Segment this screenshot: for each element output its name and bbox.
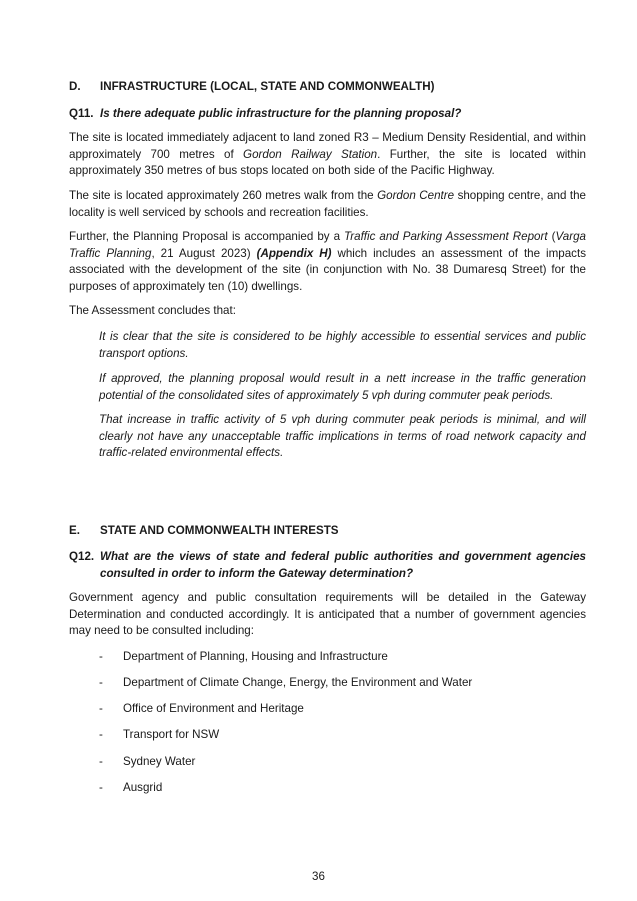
para3-text-a: Further, the Planning Proposal is accompanied by a bbox=[69, 230, 345, 243]
section-e-heading bbox=[69, 523, 339, 539]
bullet-dash: - bbox=[99, 650, 103, 663]
para2-text-c: shopping centre, and the locality is well serviced by schools and recreation facilities. bbox=[69, 189, 586, 219]
para3-author: Varga Traffic Planning bbox=[69, 230, 586, 260]
paragraph-traffic-report bbox=[69, 229, 586, 295]
quote-traffic-increase: If approved, the planning proposal would result in a nett increase in the traffic generation potential of the consolidated sites of approximately 5 vph during commuter peak periods. bbox=[99, 372, 586, 402]
bullet-dash: - bbox=[99, 728, 103, 741]
section-d-title: INFRASTRUCTURE (LOCAL, STATE AND COMMONWEALTH) bbox=[100, 80, 435, 93]
agency-name: Department of Planning, Housing and Infrastructure bbox=[123, 650, 388, 663]
agency-name: Department of Climate Change, Energy, the Environment and Water bbox=[123, 676, 473, 689]
agency-name: Sydney Water bbox=[123, 755, 196, 768]
bullet-dash: - bbox=[99, 676, 103, 689]
q11-number: Q11. bbox=[69, 107, 94, 120]
paragraph-site-location bbox=[69, 130, 586, 180]
question-q12 bbox=[69, 549, 586, 582]
agency-name: Office of Environment and Heritage bbox=[123, 702, 304, 715]
para3-text-c: ( bbox=[547, 230, 556, 243]
section-d-number: D. bbox=[69, 80, 81, 93]
paragraph-consultation: Government agency and public consultation requirements will be detailed in the Gateway Determination and conducted accordingly. It is anticipated that a number of government agencies may need to be consulted including: bbox=[69, 591, 586, 637]
section-e-number: E. bbox=[69, 524, 80, 537]
list-item bbox=[99, 780, 162, 796]
agency-name: Transport for NSW bbox=[123, 728, 220, 741]
section-e-title: STATE AND COMMONWEALTH INTERESTS bbox=[100, 524, 339, 537]
page-number: 36 bbox=[312, 870, 325, 883]
bullet-dash: - bbox=[99, 702, 103, 715]
quote-traffic-impact: That increase in traffic activity of 5 vph during commuter peak periods is minimal, and will clearly not have any unacceptable traffic implications in terms of road network capacity and traffic-related environmental effects. bbox=[99, 413, 586, 459]
para2-centre-name: Gordon Centre bbox=[377, 189, 455, 202]
q12-text: What are the views of state and federal public authorities and government agencies consulted in order to inform the Gateway determination? bbox=[100, 550, 586, 580]
para1-text-a: The site is located immediately adjacent to land zoned R3 – Medium Density Residential, and within approximately 700 metres of bbox=[69, 131, 586, 161]
para3-text-g: which includes an assessment of the impacts associated with the development of the site (in conjunction with No. 38 Dumaresq Street) for the purposes of approximately ten (10) dwellings. bbox=[69, 246, 586, 293]
para3-text-e: , 21 August 2023) bbox=[151, 246, 257, 260]
bullet-dash: - bbox=[99, 781, 103, 794]
list-item bbox=[99, 675, 472, 691]
list-item bbox=[99, 701, 304, 717]
list-item bbox=[99, 754, 195, 770]
para3-appendix-ref: (Appendix H) bbox=[256, 246, 332, 260]
para1-text-c: . Further, the site is located within approximately 350 metres of bus stops located on both side of the Pacific Highway. bbox=[69, 147, 586, 177]
q12-number: Q12. bbox=[69, 550, 95, 563]
para2-text-a: The site is located approximately 260 metres walk from the bbox=[69, 189, 378, 202]
para3-report-title: Traffic and Parking Assessment Report bbox=[344, 230, 548, 243]
paragraph-assessment-intro: The Assessment concludes that: bbox=[69, 304, 236, 317]
list-item bbox=[99, 649, 388, 665]
paragraph-gordon-centre bbox=[69, 188, 586, 221]
para1-station-name: Gordon Railway Station bbox=[243, 147, 378, 161]
question-q11 bbox=[69, 106, 586, 123]
list-item bbox=[99, 727, 219, 743]
bullet-dash: - bbox=[99, 755, 103, 768]
q11-text: Is there adequate public infrastructure for the planning proposal? bbox=[100, 107, 462, 120]
quote-accessibility: It is clear that the site is considered to be highly accessible to essential services and public transport options. bbox=[99, 330, 586, 360]
section-d-heading bbox=[69, 79, 434, 95]
agency-name: Ausgrid bbox=[123, 781, 163, 794]
